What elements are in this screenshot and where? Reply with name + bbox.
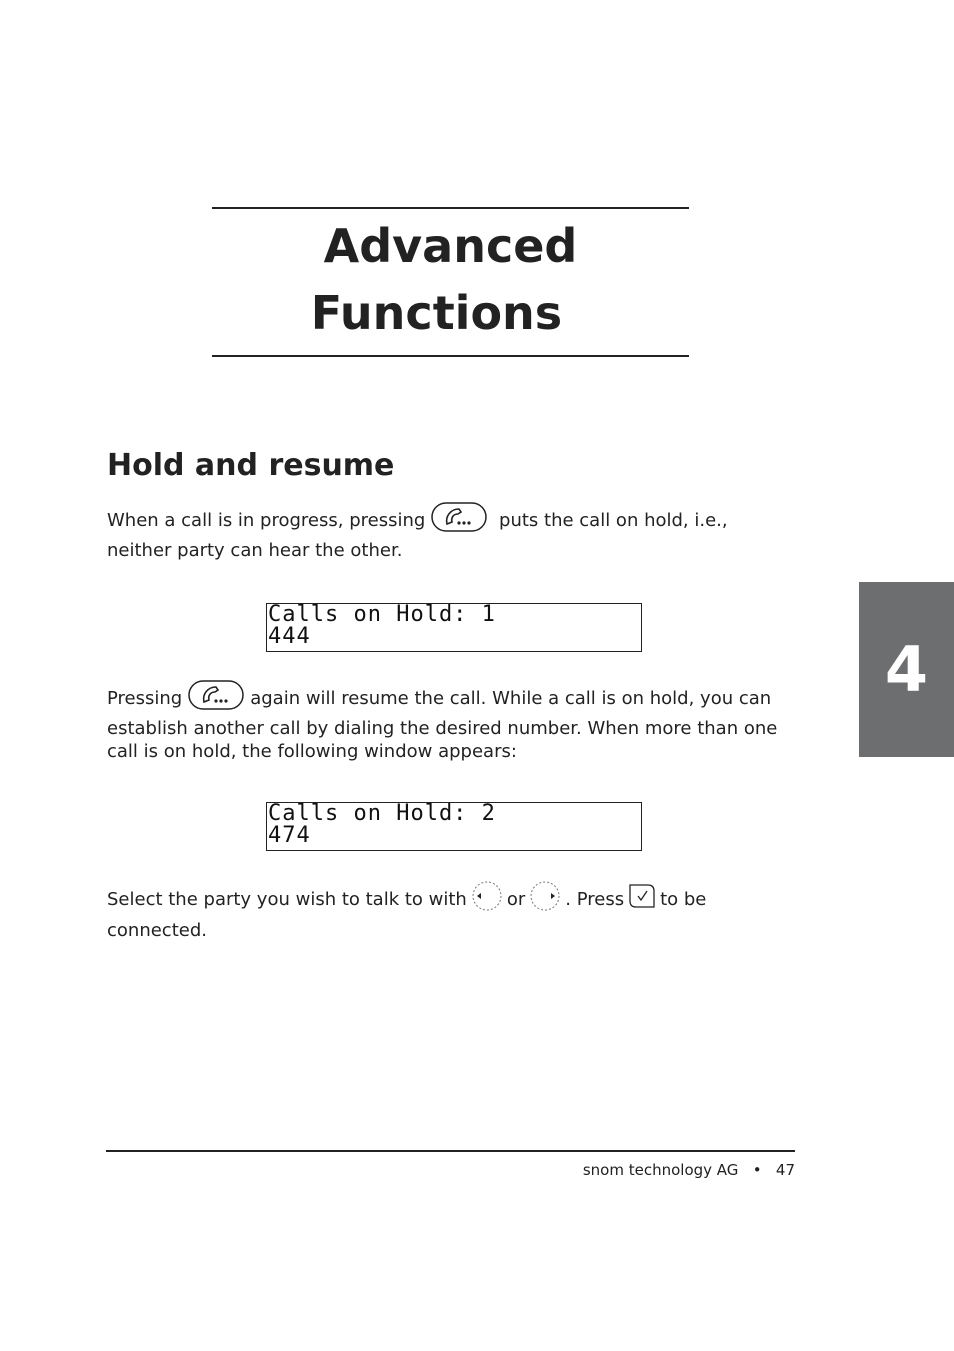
hold-phone-key-icon bbox=[431, 502, 487, 532]
lcd-line-1: Calls on Hold: 2 bbox=[268, 801, 496, 826]
lcd-line-2: 444 bbox=[268, 624, 311, 649]
lcd-display-hold-2 bbox=[266, 802, 642, 851]
checkmark-key-icon bbox=[628, 883, 656, 909]
lcd-line-2: 474 bbox=[268, 823, 311, 848]
footer-separator: • bbox=[752, 1161, 762, 1179]
paragraph-hold-text-b: puts the call on hold, i.e., neither party can hear the other. bbox=[107, 510, 728, 561]
lcd-line-1: Calls on Hold: 1 bbox=[268, 602, 496, 627]
paragraph-resume bbox=[107, 680, 787, 763]
page-footer bbox=[583, 1160, 795, 1180]
paragraph-select bbox=[107, 880, 787, 943]
paragraph-select-text-b: . Press bbox=[565, 889, 625, 910]
chapter-number-tab bbox=[859, 582, 954, 757]
navigation-left-icon bbox=[471, 880, 503, 912]
paragraph-resume-text-b: again will resume the call. While a call is on hold, you can establish another call by dialing the desired number. When more than one call is on hold, the following window appears: bbox=[107, 688, 778, 762]
footer-rule bbox=[106, 1150, 795, 1152]
paragraph-resume-text-a: Pressing bbox=[107, 688, 183, 709]
hold-phone-key-icon bbox=[188, 680, 244, 710]
paragraph-hold-text-a: When a call is in progress, pressing bbox=[107, 510, 426, 531]
title-bottom-rule bbox=[212, 355, 689, 357]
paragraph-select-text-a: Select the party you wish to talk to with bbox=[107, 889, 467, 910]
paragraph-hold bbox=[107, 502, 787, 563]
chapter-title-line1: Advanced bbox=[323, 219, 578, 273]
footer-page-number: 47 bbox=[775, 1161, 795, 1179]
footer-company: snom technology AG bbox=[582, 1161, 739, 1179]
section-heading: Hold and resume bbox=[107, 448, 395, 483]
paragraph-select-or: or bbox=[506, 889, 526, 910]
paragraph-select-text-c: to be connected. bbox=[107, 889, 707, 941]
lcd-display-hold-1 bbox=[266, 603, 642, 652]
navigation-right-icon bbox=[529, 880, 561, 912]
chapter-number: 4 bbox=[884, 633, 929, 706]
chapter-title-line2: Functions bbox=[310, 286, 563, 340]
title-top-rule bbox=[212, 207, 689, 209]
